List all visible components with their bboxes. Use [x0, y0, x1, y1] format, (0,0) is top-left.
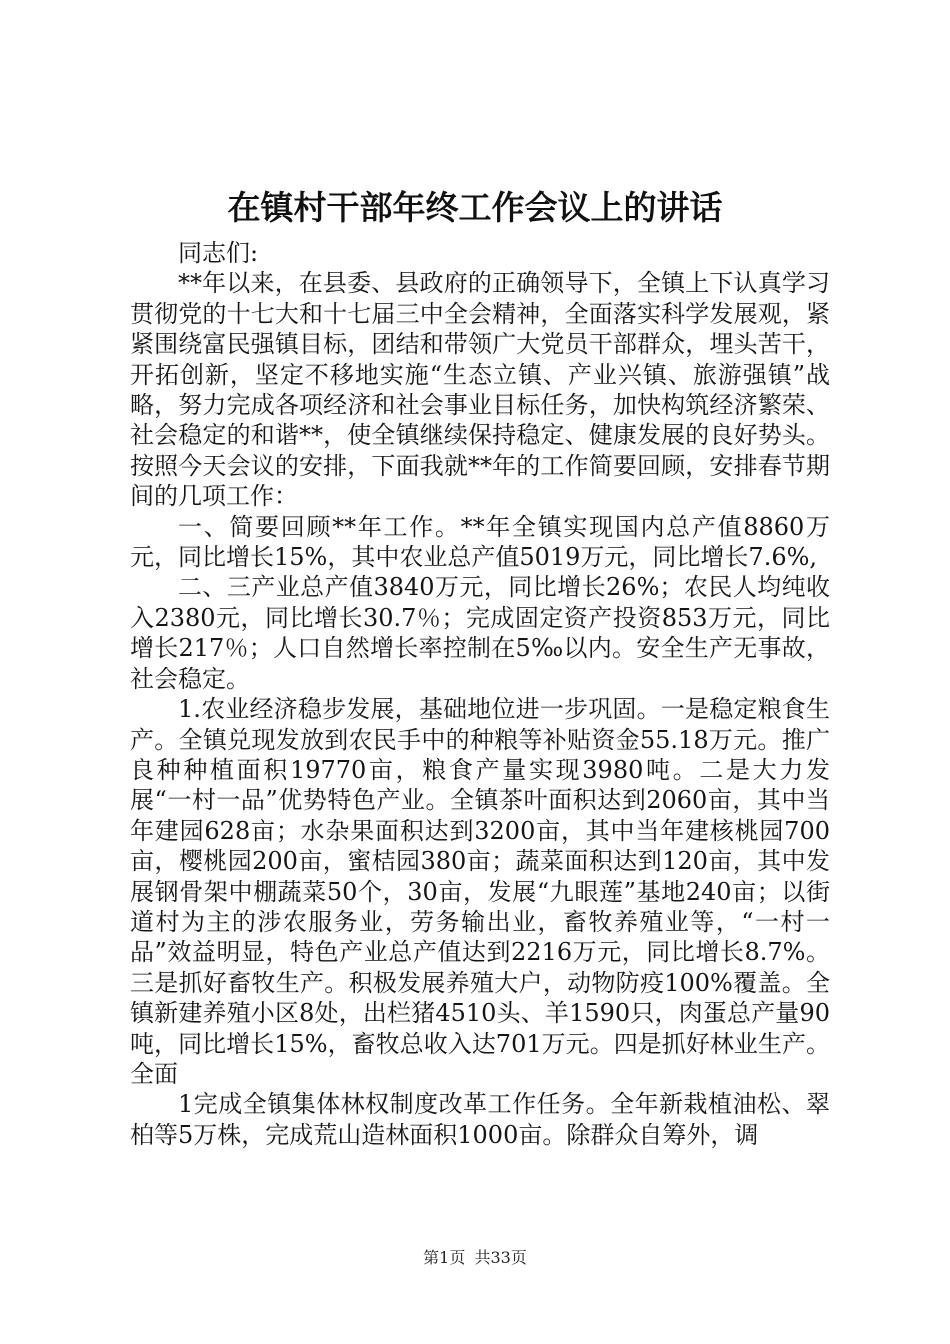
paragraph-agriculture: 1.农业经济稳步发展，基础地位进一步巩固。一是稳定粮食生产。全镇兑现发放到农民手中的种粮等补贴资金55.18万元。推广良种种植面积19770亩，粮食产量实现3980吨。二是大力发展“一村一品”优势特色产业。全镇茶叶面积达到2060亩，其中当年建园628亩；水杂果面积达到3200亩，其中当年建核桃园700亩，樱桃园200亩，蜜桔园380亩；蔬菜面积达到120亩，其中发展钢骨架中棚蔬菜50个，30亩，发展“九眼莲”基地240亩；以街道村为主的涉农服务业，劳务输出业，畜牧养殖业等，“一村一品”效益明显，特色产业总产值达到2216万元，同比增长8.7%。三是抓好畜牧生产。积极发展养殖大户，动物防疫100%覆盖。全镇新建养殖小区8处，出栏猪4510头、羊1590只，肉蛋总产量90吨，同比增长15%，畜牧总收入达701万元。四是抓好林业生产。全面 — [130, 695, 830, 1088]
paragraph-industry: 二、三产业总产值3840万元，同比增长26%；农民人均纯收入2380元，同比增长30.7％；完成固定资产投资853万元，同比增长217％；人口自然增长率控制在5‰以内。安全生产无事故，社会稳定。 — [130, 573, 830, 693]
document-title: 在镇村干部年终工作会议上的讲话 — [227, 188, 723, 227]
page-total: 共33页 — [474, 1248, 527, 1267]
document-body — [130, 238, 830, 1150]
paragraph-intro: **年以来，在县委、县政府的正确领导下，全镇上下认真学习贯彻党的十七大和十七届三中全会精神，全面落实科学发展观，紧紧围绕富民强镇目标，团结和带领广大党员干部群众，埋头苦干，开拓创新，坚定不移地实施“生态立镇、产业兴镇、旅游强镇”战略，努力完成各项经济和社会事业目标任务，加快构筑经济繁荣、社会稳定的和谐**，使全镇继续保持稳定、健康发展的良好势头。按照今天会议的安排，下面我就**年的工作简要回顾，安排春节期间的几项工作： — [130, 269, 830, 511]
page-footer — [0, 1245, 950, 1268]
paragraph-forestry: 1完成全镇集体林权制度改革工作任务。全年新栽植油松、翠柏等5万株，完成荒山造林面积1000亩。除群众自筹外，调 — [130, 1090, 830, 1149]
paragraph-salutation: 同志们: — [178, 239, 259, 267]
page-number: 第1页 — [423, 1248, 466, 1267]
paragraph-review: 一、简要回顾**年工作。**年全镇实现国内总产值8860万元，同比增长15%，其中农业总产值5019万元，同比增长7.6%, — [130, 512, 830, 572]
